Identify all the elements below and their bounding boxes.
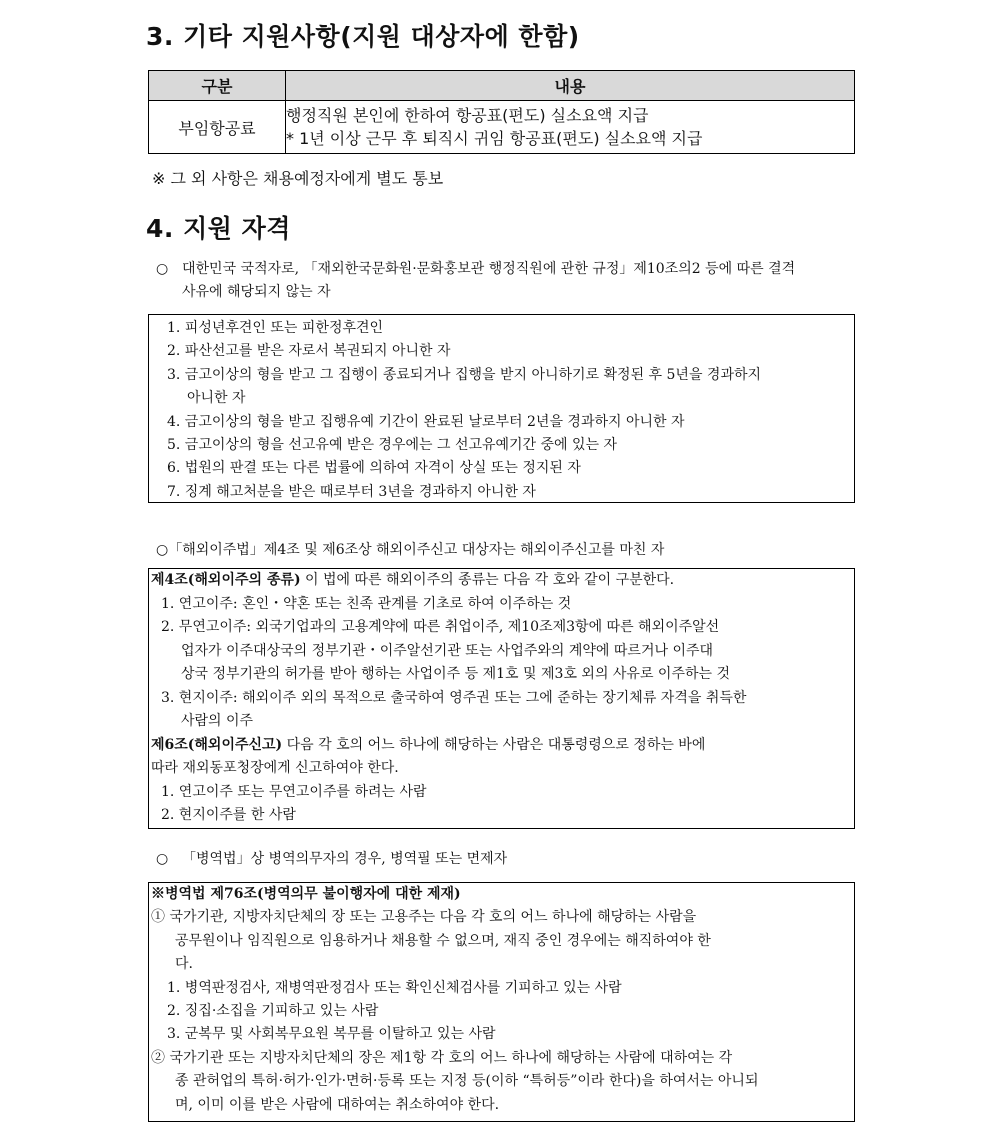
list-item: 2. 징집·소집을 기피하고 있는 사람 xyxy=(167,1003,379,1020)
qualification-item-1 xyxy=(156,258,795,304)
row-content-line: * 1년 이상 근무 후 퇴직시 귀임 항공표(편도) 실소요액 지급 xyxy=(286,129,703,148)
article-4 xyxy=(151,569,850,593)
header-content: 내용 xyxy=(286,71,855,101)
emigration-law-box xyxy=(148,568,855,829)
qualification-item-2: ○「해외이주법」제4조 및 제6조상 해외이주신고 대상자는 해외이주신고를 마친 자 xyxy=(156,542,665,558)
qualification-item-1-line1: 대한민국 국적자로, 「재외한국문화원·문화홍보관 행정직원에 관한 규정」제10조의2 등에 따른 결격 xyxy=(182,261,796,277)
disqualification-box xyxy=(148,314,855,503)
list-item-continuation: 상국 정부기관의 허가를 받아 행하는 사업이주 등 제1호 및 제3호 외의 사유로 이주하는 것 xyxy=(181,666,731,682)
list-item: 5. 금고이상의 형을 선고유예 받은 경우에는 그 선고유예기간 중에 있는 자 xyxy=(167,437,618,454)
article-4-text: 이 법에 따른 해외이주의 종류는 다음 각 호와 같이 구분한다. xyxy=(300,572,675,588)
qualification-item-3 xyxy=(156,848,507,871)
article-6-line2: 따라 재외동포청장에게 신고하여야 한다. xyxy=(151,760,399,776)
list-item: 7. 징계 해고처분을 받은 때로부터 3년을 경과하지 아니한 자 xyxy=(167,483,536,500)
list-item: 2. 현지이주를 한 사람 xyxy=(161,807,296,823)
qualification-item-3-text: 「병역법」상 병역의무자의 경우, 병역필 또는 면제자 xyxy=(182,851,508,867)
section-3-heading: 3. 기타 지원사항(지원 대상자에 한함) xyxy=(146,22,580,51)
paragraph-1-continuation: 다. xyxy=(175,956,193,973)
military-law-title: ※병역법 제76조(병역의무 불이행자에 대한 제재) xyxy=(151,886,461,902)
row-content xyxy=(286,101,855,154)
header-category: 구분 xyxy=(149,71,286,101)
list-item-continuation: 사람의 이주 xyxy=(181,713,254,729)
table-header-row xyxy=(149,71,855,101)
row-category: 부임항공료 xyxy=(149,101,286,154)
circle-bullet: ○ xyxy=(156,261,169,277)
list-item: 3. 군복무 및 사회복무요원 복무를 이탈하고 있는 사람 xyxy=(167,1026,496,1043)
list-item: 3. 금고이상의 형을 받고 그 집행이 종료되거나 집행을 받지 아니하기로 확정된 후 5년을 경과하지 xyxy=(167,366,762,383)
qualification-item-1-line2: 사유에 해당되지 않는 자 xyxy=(182,284,331,300)
list-item: 2. 파산선고를 받은 자로서 복권되지 아니한 자 xyxy=(167,343,451,360)
circle-bullet: ○ xyxy=(156,851,169,867)
paragraph-2-continuation: 며, 이미 이를 받은 사람에 대하여는 취소하여야 한다. xyxy=(175,1096,500,1113)
row-content-line: 행정직원 본인에 한하여 항공표(편도) 실소요액 지급 xyxy=(286,106,649,125)
list-item: 2. 무연고이주: 외국기업과의 고용계약에 따른 취업이주, 제10조제3항에 따른 해외이주알선 xyxy=(161,619,720,635)
paragraph-2-continuation: 종 관허업의 특허·허가·인가·면허·등록 또는 지정 등(이하 “특허등”이라 한다)을 하여서는 아니되 xyxy=(175,1073,759,1090)
article-6 xyxy=(151,734,850,758)
article-6-text: 다음 각 호의 어느 하나에 해당하는 사람은 대통령령으로 정하는 바에 xyxy=(282,736,706,753)
list-item: 1. 연고이주 또는 무연고이주를 하려는 사람 xyxy=(161,783,427,800)
list-item: 3. 현지이주: 해외이주 외의 목적으로 출국하여 영주권 또는 그에 준하는 장기체류 자격을 취득한 xyxy=(161,689,747,706)
table-row xyxy=(149,101,855,154)
list-item: 4. 금고이상의 형을 받고 집행유예 기간이 완료된 날로부터 2년을 경과하지 아니한 자 xyxy=(167,413,685,430)
list-item: 1. 연고이주: 혼인・약혼 또는 친족 관계를 기초로 하여 이주하는 것 xyxy=(161,595,572,612)
list-item-continuation: 아니한 자 xyxy=(187,390,246,407)
support-table xyxy=(148,70,855,154)
article-4-title: 제4조(해외이주의 종류) xyxy=(151,572,301,588)
military-law-box xyxy=(148,882,855,1122)
list-item-continuation: 업자가 이주대상국의 정부기관・이주알선기관 또는 사업주와의 계약에 따르거나 이주대 xyxy=(181,642,714,659)
section-3-note: ※ 그 외 사항은 채용예정자에게 별도 통보 xyxy=(152,169,444,188)
paragraph-1-continuation: 공무원이나 임직원으로 임용하거나 채용할 수 없으며, 재직 중인 경우에는 해직하여야 한 xyxy=(175,932,711,949)
section-4-heading: 4. 지원 자격 xyxy=(146,214,291,243)
list-item: 1. 피성년후견인 또는 피한정후견인 xyxy=(167,320,384,336)
list-item: 1. 병역판정검사, 재병역판정검사 또는 확인신체검사를 기피하고 있는 사람 xyxy=(167,979,622,996)
paragraph-2: ② 국가기관 또는 지방자치단체의 장은 제1항 각 호의 어느 하나에 해당하는 사람에 대하여는 각 xyxy=(151,1049,733,1066)
paragraph-1: ① 국가기관, 지방자치단체의 장 또는 고용주는 다음 각 호의 어느 하나에 해당하는 사람을 xyxy=(151,909,697,926)
list-item: 6. 법원의 판결 또는 다른 법률에 의하여 자격이 상실 또는 정지된 자 xyxy=(167,460,581,477)
article-6-title: 제6조(해외이주신고) xyxy=(151,736,283,753)
